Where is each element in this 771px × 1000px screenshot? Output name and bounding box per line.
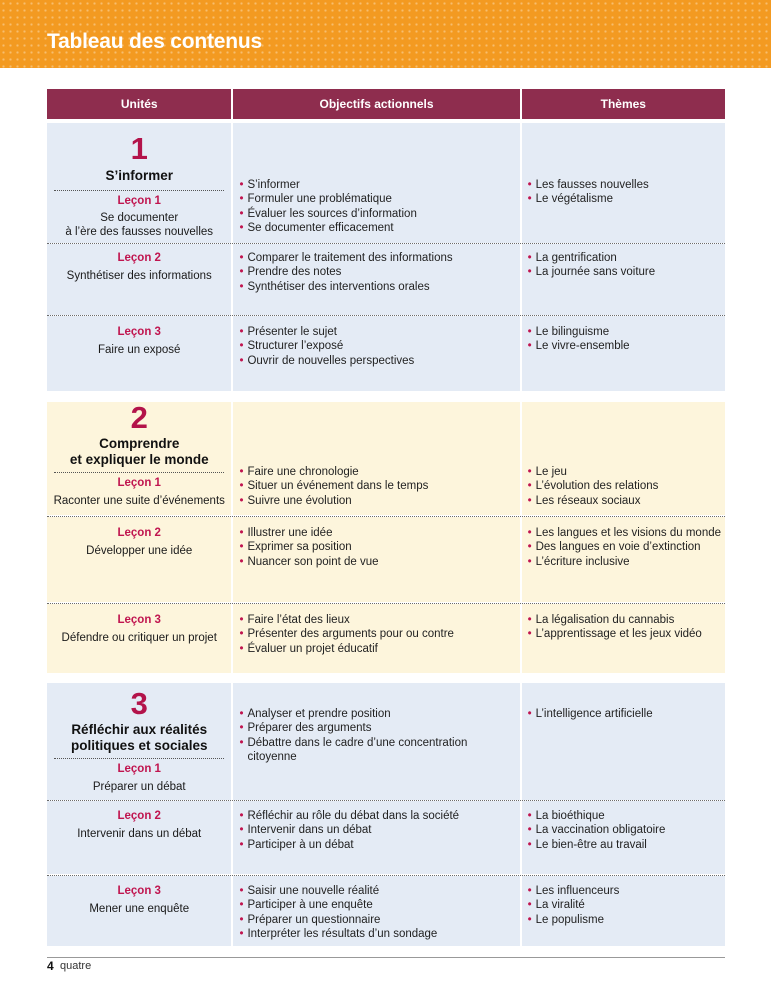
theme-item: • La légalisation du cannabis [528, 613, 725, 627]
theme-item: • L’intelligence artificielle [528, 707, 725, 721]
unit-1-heading-cell [47, 123, 231, 243]
objectives-cell [233, 801, 519, 874]
themes-cell [522, 801, 725, 874]
table-header-row [47, 89, 725, 119]
theme-item: • La viralité [528, 898, 725, 912]
objective-item: • Formuler une problématique [239, 192, 519, 206]
unit-3-lesson-3-row [47, 876, 725, 946]
contents-table [47, 89, 725, 941]
page-number: 4 [47, 959, 54, 973]
lesson-title: Faire un exposé [97, 344, 181, 356]
themes-cell [522, 402, 725, 515]
unit-3-lesson-2-row [47, 801, 725, 874]
theme-item: • Les langues et les visions du monde [528, 526, 725, 540]
objective-item: • Débattre dans le cadre d’une concentration [239, 736, 519, 750]
lesson-label: Leçon 2 [117, 527, 161, 539]
theme-item: • L’apprentissage et les jeux vidéo [528, 627, 725, 641]
lesson-label: Leçon 2 [117, 252, 161, 264]
unit-number: 1 [130, 131, 148, 166]
unit-number: 2 [130, 400, 148, 435]
lesson-cell [47, 801, 231, 874]
unit-1-lesson-1-row [47, 123, 725, 243]
unit-3-lesson-1-row [47, 683, 725, 800]
objective-item: • Comparer le traitement des informations [239, 251, 519, 265]
objective-item: • Réfléchir au rôle du débat dans la société [239, 809, 519, 823]
objective-item: • Situer un événement dans le temps [239, 479, 519, 493]
themes-cell [522, 123, 725, 243]
theme-item: • Le végétalisme [528, 192, 725, 206]
unit-3-block [47, 683, 725, 946]
unit-2-lesson-3-row [47, 604, 725, 673]
footer-rule [47, 957, 725, 958]
header-units: Unités [47, 89, 231, 119]
unit-title: Réfléchir aux réalités [71, 722, 208, 737]
objective-item: • Faire une chronologie [239, 465, 519, 479]
lesson-cell [47, 604, 231, 673]
objective-item: • Participer à une enquête [239, 898, 519, 912]
themes-cell [522, 683, 725, 800]
objective-item: • Présenter le sujet [239, 325, 519, 339]
objective-item: • Analyser et prendre position [239, 707, 519, 721]
objective-item: • Évaluer les sources d’information [239, 207, 519, 221]
objectives-cell [233, 517, 519, 602]
header-themes: Thèmes [522, 89, 725, 119]
lesson-label: Leçon 3 [117, 885, 161, 897]
objective-item: • Se documenter efficacement [239, 221, 519, 235]
lesson-cell [47, 244, 231, 315]
objective-item: • Synthétiser des interventions orales [239, 280, 519, 294]
theme-item: • Les réseaux sociaux [528, 494, 725, 508]
unit-number: 3 [130, 686, 148, 721]
objective-item: • Intervenir dans un débat [239, 823, 519, 837]
unit-divider [54, 190, 224, 191]
theme-item: • Le bien-être au travail [528, 838, 725, 852]
theme-item: • La journée sans voiture [528, 265, 725, 279]
themes-cell [522, 244, 725, 315]
objective-item: • Prendre des notes [239, 265, 519, 279]
theme-item: • Le jeu [528, 465, 725, 479]
theme-item: • Le vivre-ensemble [528, 339, 725, 353]
objective-item: • Ouvrir de nouvelles perspectives [239, 354, 519, 368]
objectives-cell [233, 683, 519, 800]
objective-item: • Faire l’état des lieux [239, 613, 519, 627]
theme-item: • L’écriture inclusive [528, 555, 725, 569]
objective-item: • Présenter des arguments pour ou contre [239, 627, 519, 641]
unit-title: Comprendre [99, 436, 180, 451]
theme-item: • Des langues en voie d’extinction [528, 540, 725, 554]
lesson-title: Raconter une suite d’événements [53, 495, 225, 507]
themes-cell [522, 604, 725, 673]
page-title: Tableau des contenus [47, 30, 262, 53]
unit-title: et expliquer le monde [69, 452, 209, 467]
unit-title: S’informer [105, 168, 173, 183]
theme-item: • La gentrification [528, 251, 725, 265]
unit-title: politiques et sociales [70, 738, 208, 753]
lesson-cell [47, 517, 231, 602]
objective-item: • Suivre une évolution [239, 494, 519, 508]
objective-item-continued: citoyenne [247, 751, 297, 764]
themes-cell [522, 316, 725, 391]
header-objectives: Objectifs actionnels [233, 89, 519, 119]
unit-2-lesson-2-row [47, 517, 725, 602]
lesson-label: Leçon 1 [117, 195, 161, 207]
objectives-cell [233, 316, 519, 391]
unit-divider [54, 758, 224, 759]
objectives-cell [233, 604, 519, 673]
unit-2-heading-cell [47, 402, 231, 515]
lesson-label: Leçon 3 [117, 614, 161, 626]
lesson-title: Intervenir dans un débat [77, 828, 202, 840]
objectives-cell [233, 876, 519, 946]
theme-item: • Le bilinguisme [528, 325, 725, 339]
unit-2-lesson-1-row [47, 402, 725, 515]
objective-item: • Exprimer sa position [239, 540, 519, 554]
theme-item: • Les fausses nouvelles [528, 178, 725, 192]
theme-item: • L’évolution des relations [528, 479, 725, 493]
lesson-title: Développer une idée [86, 545, 193, 557]
objective-item: • Évaluer un projet éducatif [239, 642, 519, 656]
objective-item: • Participer à un débat [239, 838, 519, 852]
theme-item: • La bioéthique [528, 809, 725, 823]
themes-cell [522, 517, 725, 602]
lesson-cell [47, 876, 231, 946]
lesson-title: à l’ère des fausses nouvelles [65, 226, 214, 238]
lesson-label: Leçon 3 [117, 326, 161, 338]
lesson-label: Leçon 2 [117, 810, 161, 822]
lesson-title: Défendre ou critiquer un projet [61, 632, 217, 644]
objective-item: • Interpréter les résultats d’un sondage [239, 927, 519, 941]
lesson-title: Préparer un débat [92, 781, 186, 793]
objectives-cell [233, 123, 519, 243]
lesson-label: Leçon 1 [117, 477, 161, 489]
page-number-word: quatre [60, 960, 92, 972]
lesson-title: Se documenter [100, 212, 179, 224]
objective-item: • Illustrer une idée [239, 526, 519, 540]
objective-item: • Préparer un questionnaire [239, 913, 519, 927]
lesson-cell [47, 316, 231, 391]
lesson-title: Mener une enquête [89, 903, 190, 915]
objective-item: • Préparer des arguments [239, 721, 519, 735]
themes-cell [522, 876, 725, 946]
unit-1-lesson-2-row [47, 244, 725, 315]
unit-1-block [47, 123, 725, 391]
objective-item: • Structurer l’exposé [239, 339, 519, 353]
theme-item: • Le populisme [528, 913, 725, 927]
objectives-cell [233, 402, 519, 515]
objective-item: • S’informer [239, 178, 519, 192]
unit-3-heading-cell [47, 683, 231, 800]
theme-item: • Les influenceurs [528, 884, 725, 898]
objectives-cell [233, 244, 519, 315]
lesson-title: Synthétiser des informations [66, 270, 212, 282]
unit-1-lesson-3-row [47, 316, 725, 391]
theme-item: • La vaccination obligatoire [528, 823, 725, 837]
objective-item: • Saisir une nouvelle réalité [239, 884, 519, 898]
lesson-label: Leçon 1 [117, 763, 161, 775]
unit-2-block [47, 402, 725, 673]
unit-divider [54, 472, 224, 473]
objective-item: • Nuancer son point de vue [239, 555, 519, 569]
